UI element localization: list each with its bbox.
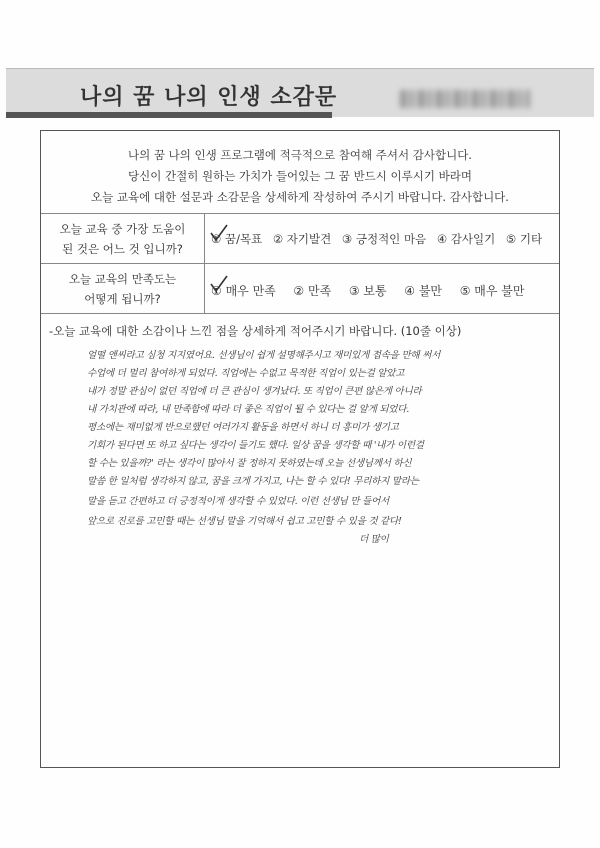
q2-option-4[interactable]: ④ 불만 xyxy=(404,284,443,298)
intro-text xyxy=(41,145,559,208)
q1-option-2[interactable]: ② 자기발견 xyxy=(272,232,332,246)
q1-option-3[interactable]: ③ 긍정적인 마음 xyxy=(341,232,427,246)
q2-option-3[interactable]: ③ 보통 xyxy=(348,284,387,298)
essay-line: 할 수는 있을까?' 라는 생각이 많아서 잘 정하지 못하였는데 오늘 선생님께서 하신 xyxy=(87,458,412,469)
question-2-line-2: 어떻게 됩니까? xyxy=(84,292,161,306)
question-2-label xyxy=(41,269,204,309)
q1-option-5[interactable]: ⑤ 기타 xyxy=(505,232,543,246)
question-1-options[interactable] xyxy=(211,231,549,247)
q1-option-4[interactable]: ④ 감사일기 xyxy=(436,232,496,246)
page-title: 나의 꿈 나의 인생 소감문 xyxy=(80,85,338,110)
essay-line: 내가 정말 관심이 없던 직업에 더 큰 관심이 생겨났다. 또 직업이 큰편 않은게 아니라 xyxy=(87,386,422,397)
question-1-label xyxy=(41,219,204,259)
q2-option-1[interactable]: ① 매우 만족 xyxy=(211,284,276,298)
essay-line: 얼떨 앤씨라고 심청 지지였어요. 선생님이 쉽게 설명해주시고 재미있게 접속을 만해 써서 xyxy=(87,350,441,361)
checkmark-icon xyxy=(207,274,229,296)
q1-option-1[interactable]: ① 꿈/목표 xyxy=(211,232,263,246)
question-2-options[interactable] xyxy=(211,282,538,299)
checkmark-icon xyxy=(207,223,229,245)
divider xyxy=(41,263,559,264)
survey-form xyxy=(40,130,560,768)
essay-prompt: -오늘 교육에 대한 소감이나 느낀 점을 상세하게 적어주시기 바랍니다. (10줄 이상) xyxy=(49,324,462,338)
question-1-line-2: 된 것은 어느 것 입니까? xyxy=(62,242,183,256)
essay-line: 내 가치관에 따라, 내 만족함에 따라 더 좋은 직업이 될 수 있다는 걸 알게 되었다. xyxy=(87,404,409,415)
essay-line: 앞으로 진로를 고민할 때는 선생님 말을 기억해서 쉽고 고민할 수 있을 것 같다! xyxy=(87,516,402,527)
divider xyxy=(41,213,559,214)
intro-line-3: 오늘 교육에 대한 설문과 소감문을 상세하게 작성하여 주시기 바랍니다. 감사합니다. xyxy=(91,190,509,204)
essay-line: 말을 듣고 간편하고 더 긍정적이게 생각할 수 있었다. 이런 선생님 만 들어서 xyxy=(87,496,390,507)
divider xyxy=(41,313,559,314)
question-2-line-1: 오늘 교육의 만족도는 xyxy=(68,272,177,286)
essay-line: 수업에 더 멀리 참여하게 되었다. 직업에는 수없고 목적한 직업이 있는걸 알았고 xyxy=(87,368,405,379)
question-1-line-1: 오늘 교육 중 가장 도움이 xyxy=(59,222,186,236)
intro-line-2: 당신이 간절히 원하는 가치가 들어있는 그 꿈 반드시 이루시기 바라며 xyxy=(128,169,472,183)
essay-insert-note: 더 많이 xyxy=(359,534,389,545)
q2-option-2[interactable]: ② 만족 xyxy=(293,284,332,298)
title-underline xyxy=(6,112,332,118)
q2-option-5[interactable]: ⑤ 매우 불만 xyxy=(459,284,525,298)
essay-line: 말씀 한 일처럼 생각하지 않고, 꿈을 크게 가지고, 나는 할 수 있다! 무리하지 말라는 xyxy=(87,476,419,487)
essay-line: 기회가 된다면 또 하고 싶다는 생각이 들기도 했다. 일상 꿈을 생각할 때 '내가 이런걸 xyxy=(87,440,424,451)
essay-line: 평소에는 재미없게 반으로했던 여러가지 활동을 하면서 하니 더 흥미가 생기고 xyxy=(87,422,399,433)
intro-line-1: 나의 꿈 나의 인생 프로그램에 적극적으로 참여해 주셔서 감사합니다. xyxy=(128,148,472,162)
redacted-name xyxy=(400,90,530,108)
